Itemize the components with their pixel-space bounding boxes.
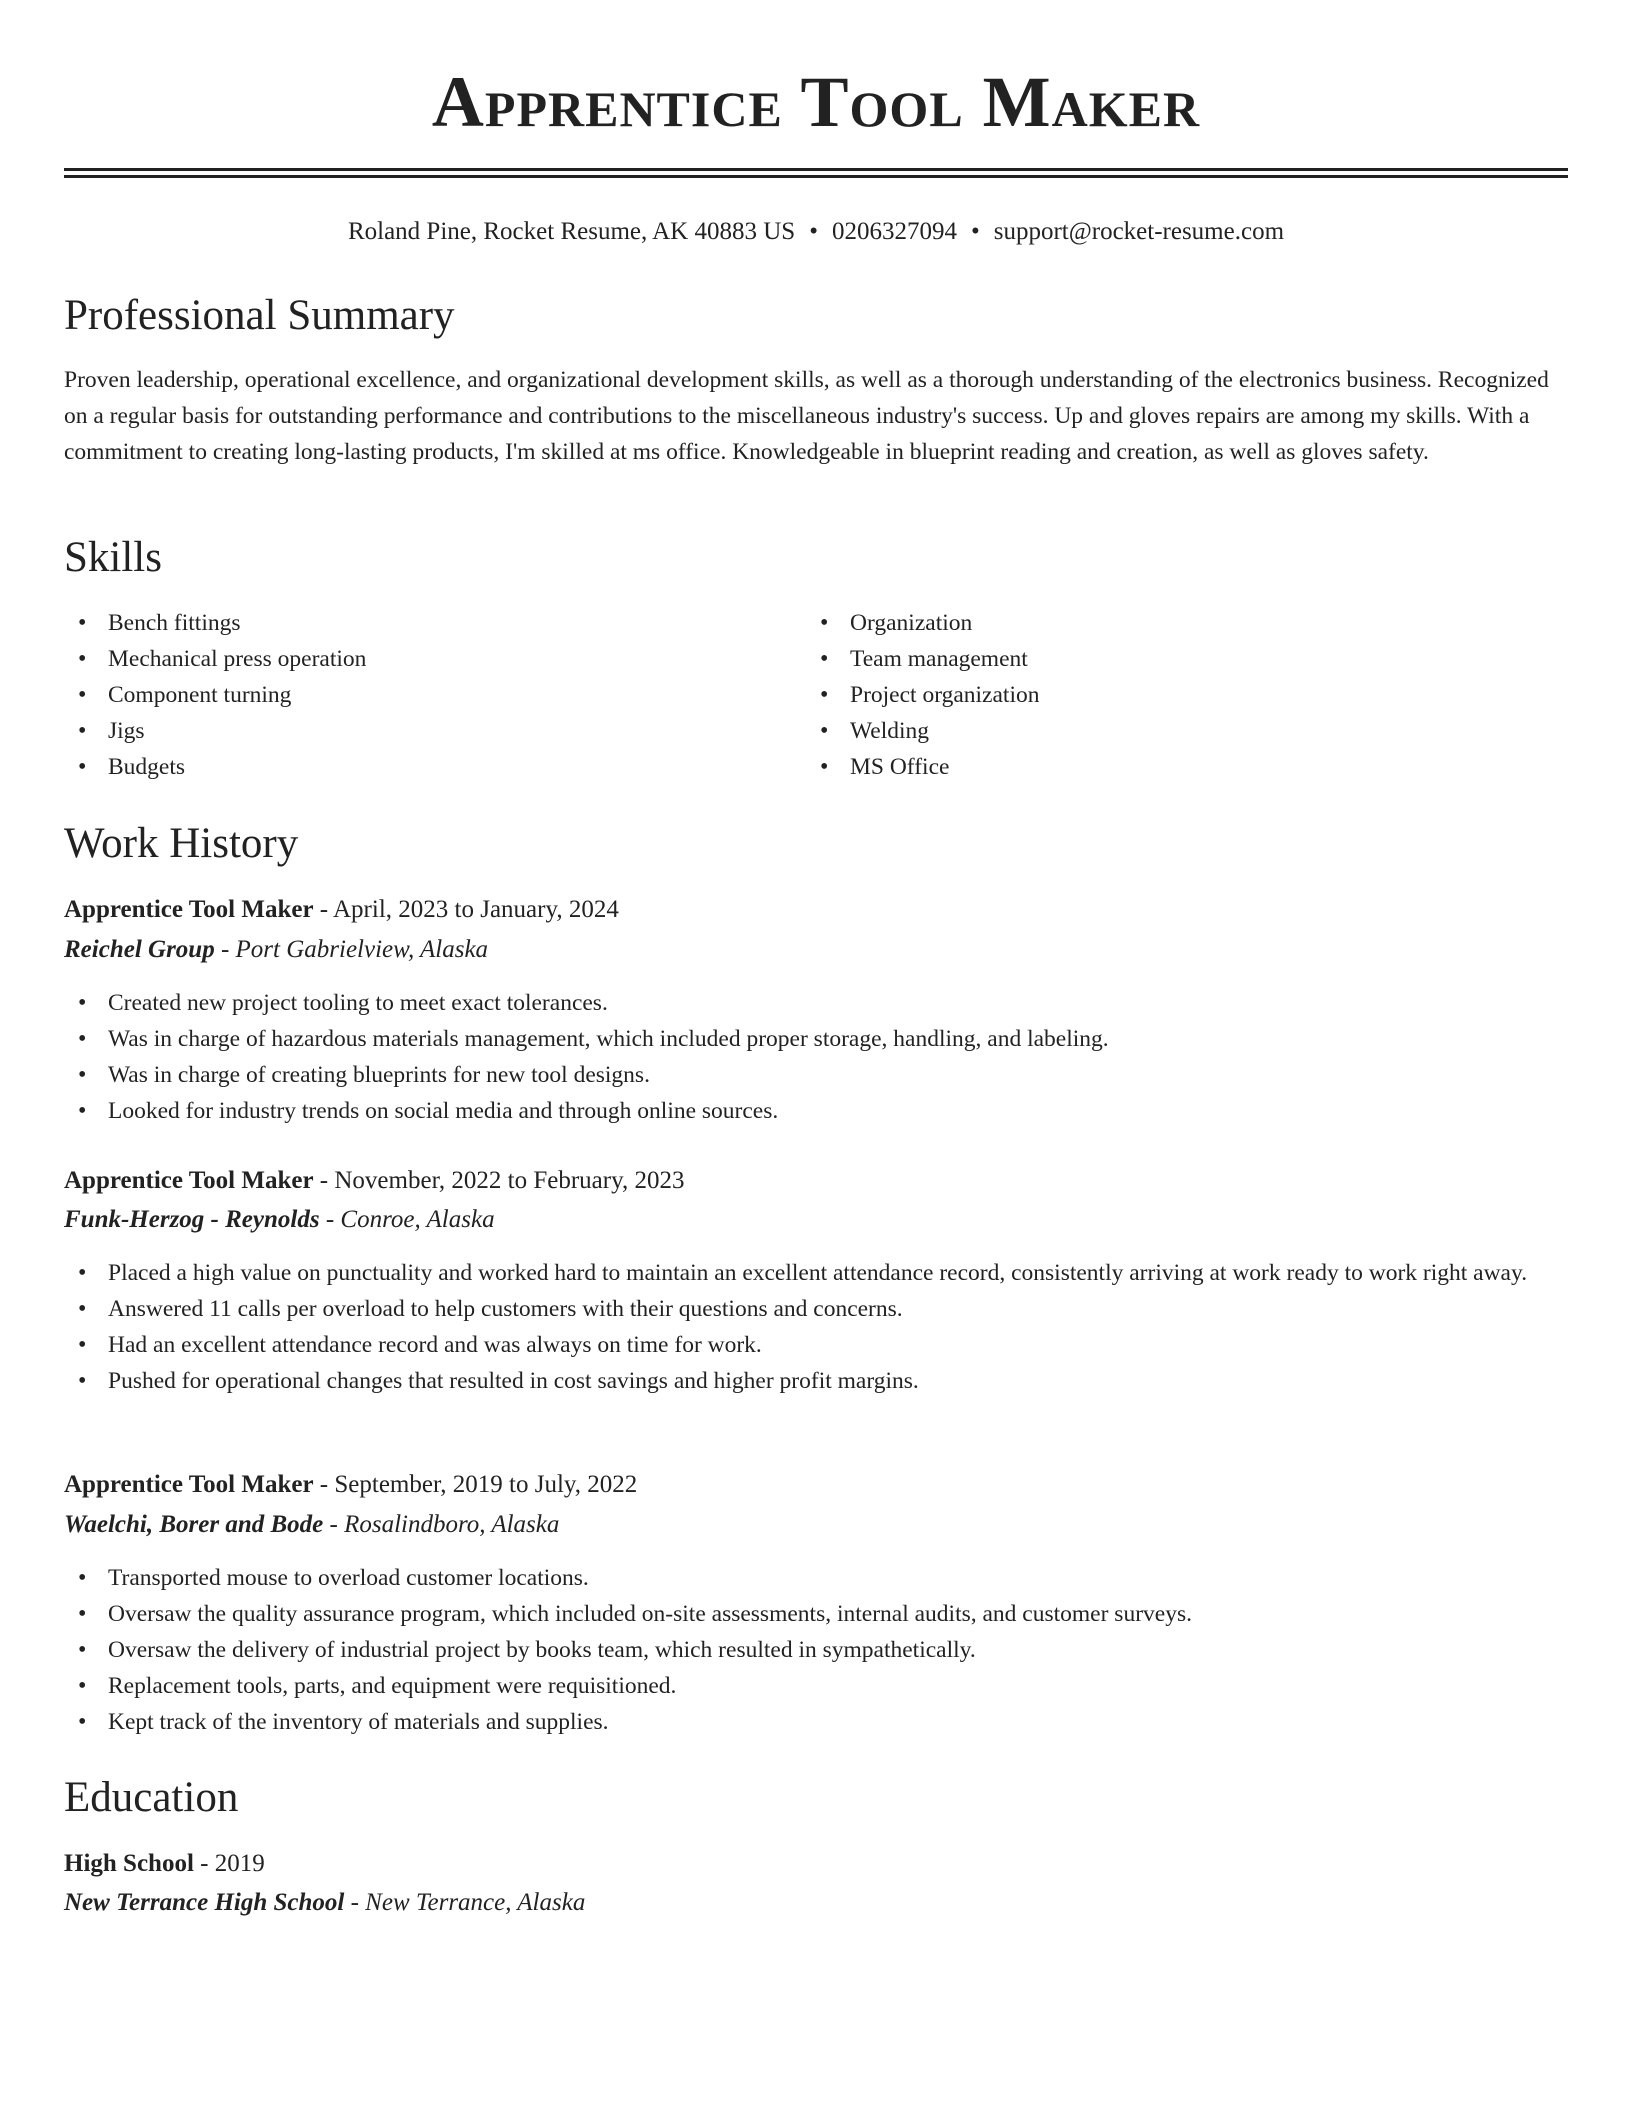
title-divider-top <box>64 168 1568 171</box>
title-divider-bottom <box>64 175 1568 178</box>
job-duties <box>64 1255 1568 1399</box>
duty-item: • Replacement tools, parts, and equipment were requisitioned. <box>64 1668 1568 1704</box>
education-location: - New Terrance, Alaska <box>344 1889 586 1916</box>
duty-item: • Answered 11 calls per overload to help customers with their questions and concerns. <box>64 1291 1568 1327</box>
job-title: Apprentice Tool Maker <box>64 1167 314 1194</box>
job-dates: - April, 2023 to January, 2024 <box>313 896 619 923</box>
job-employer-line <box>64 1506 559 1544</box>
job-location: - Conroe, Alaska <box>319 1206 495 1233</box>
skill-item: • Bench fittings <box>64 605 764 641</box>
job-duties <box>64 1560 1568 1740</box>
skill-item: • Component turning <box>64 677 764 713</box>
skill-item: • Team management <box>806 641 1506 677</box>
duty-item: • Was in charge of creating blueprints for new tool designs. <box>64 1057 1568 1093</box>
skills-list-right <box>806 605 1506 785</box>
duty-item: • Had an excellent attendance record and was always on time for work. <box>64 1327 1568 1363</box>
skill-item: • Jigs <box>64 713 764 749</box>
duty-item: • Was in charge of hazardous materials management, which included proper storage, handling, and labeling. <box>64 1021 1568 1057</box>
job-title-line <box>64 892 619 928</box>
job-employer: Waelchi, Borer and Bode <box>64 1511 324 1538</box>
summary-heading: Professional Summary <box>64 292 455 339</box>
job-title: Apprentice Tool Maker <box>64 1471 314 1498</box>
skill-item: • Welding <box>806 713 1506 749</box>
duty-item: • Created new project tooling to meet exact tolerances. <box>64 985 1568 1021</box>
resume-title: Apprentice Tool Maker <box>431 62 1201 142</box>
work-history-heading: Work History <box>64 820 299 867</box>
skills-list-left <box>64 605 764 785</box>
job-employer-line <box>64 931 488 969</box>
education-year: - 2019 <box>193 1850 265 1877</box>
job-dates: - November, 2022 to February, 2023 <box>313 1167 685 1194</box>
job-employer-line <box>64 1201 495 1239</box>
job-employer: Reichel Group <box>64 936 215 963</box>
skill-item: • Budgets <box>64 749 764 785</box>
contact-separator: • <box>970 218 980 245</box>
skill-item: • Organization <box>806 605 1506 641</box>
duty-item: • Kept track of the inventory of materials and supplies. <box>64 1704 1568 1740</box>
skill-item: • Mechanical press operation <box>64 641 764 677</box>
education-school-line <box>64 1884 585 1922</box>
duty-item: • Transported mouse to overload customer locations. <box>64 1560 1568 1596</box>
job-employer: Funk-Herzog - Reynolds <box>64 1206 320 1233</box>
duty-item: • Looked for industry trends on social media and through online sources. <box>64 1093 1568 1129</box>
education-degree: High School <box>64 1850 194 1877</box>
job-title-line <box>64 1467 637 1503</box>
skill-item: • Project organization <box>806 677 1506 713</box>
job-duties <box>64 985 1568 1129</box>
duty-item: • Oversaw the delivery of industrial project by books team, which resulted in sympathetically. <box>64 1632 1568 1668</box>
job-title: Apprentice Tool Maker <box>64 896 314 923</box>
contact-line <box>64 214 1568 250</box>
contact-address: Roland Pine, Rocket Resume, AK 40883 US <box>347 218 796 245</box>
summary-text: Proven leadership, operational excellence, and organizational development skills, as well as a thorough understanding of the electronics business. Recognized on a regular basis for outstanding performance and contributions to the miscellaneous industry's success. Up and gloves repairs are among my skills. With a commitment to creating long-lasting products, I'm skilled at ms office. Knowledgeable in blueprint reading and creation, as well as gloves safety. <box>64 367 1549 465</box>
contact-phone: 0206327094 <box>831 218 957 245</box>
education-heading: Education <box>64 1774 239 1821</box>
contact-separator: • <box>809 218 818 245</box>
job-title-line <box>64 1163 684 1199</box>
contact-email: support@rocket-resume.com <box>993 218 1285 245</box>
skill-item: • MS Office <box>806 749 1506 785</box>
job-location: - Rosalindboro, Alaska <box>323 1511 560 1538</box>
job-location: - Port Gabrielview, Alaska <box>214 936 489 963</box>
duty-item: • Placed a high value on punctuality and worked hard to maintain an excellent attendance record, consistently arriving at work ready to work right away. <box>64 1255 1568 1291</box>
job-dates: - September, 2019 to July, 2022 <box>313 1471 638 1498</box>
skills-heading: Skills <box>64 534 162 581</box>
education-degree-line <box>64 1846 265 1882</box>
duty-item: • Pushed for operational changes that resulted in cost savings and higher profit margins. <box>64 1363 1568 1399</box>
duty-item: • Oversaw the quality assurance program, which included on-site assessments, internal audits, and customer surveys. <box>64 1596 1568 1632</box>
education-school: New Terrance High School <box>64 1889 345 1916</box>
